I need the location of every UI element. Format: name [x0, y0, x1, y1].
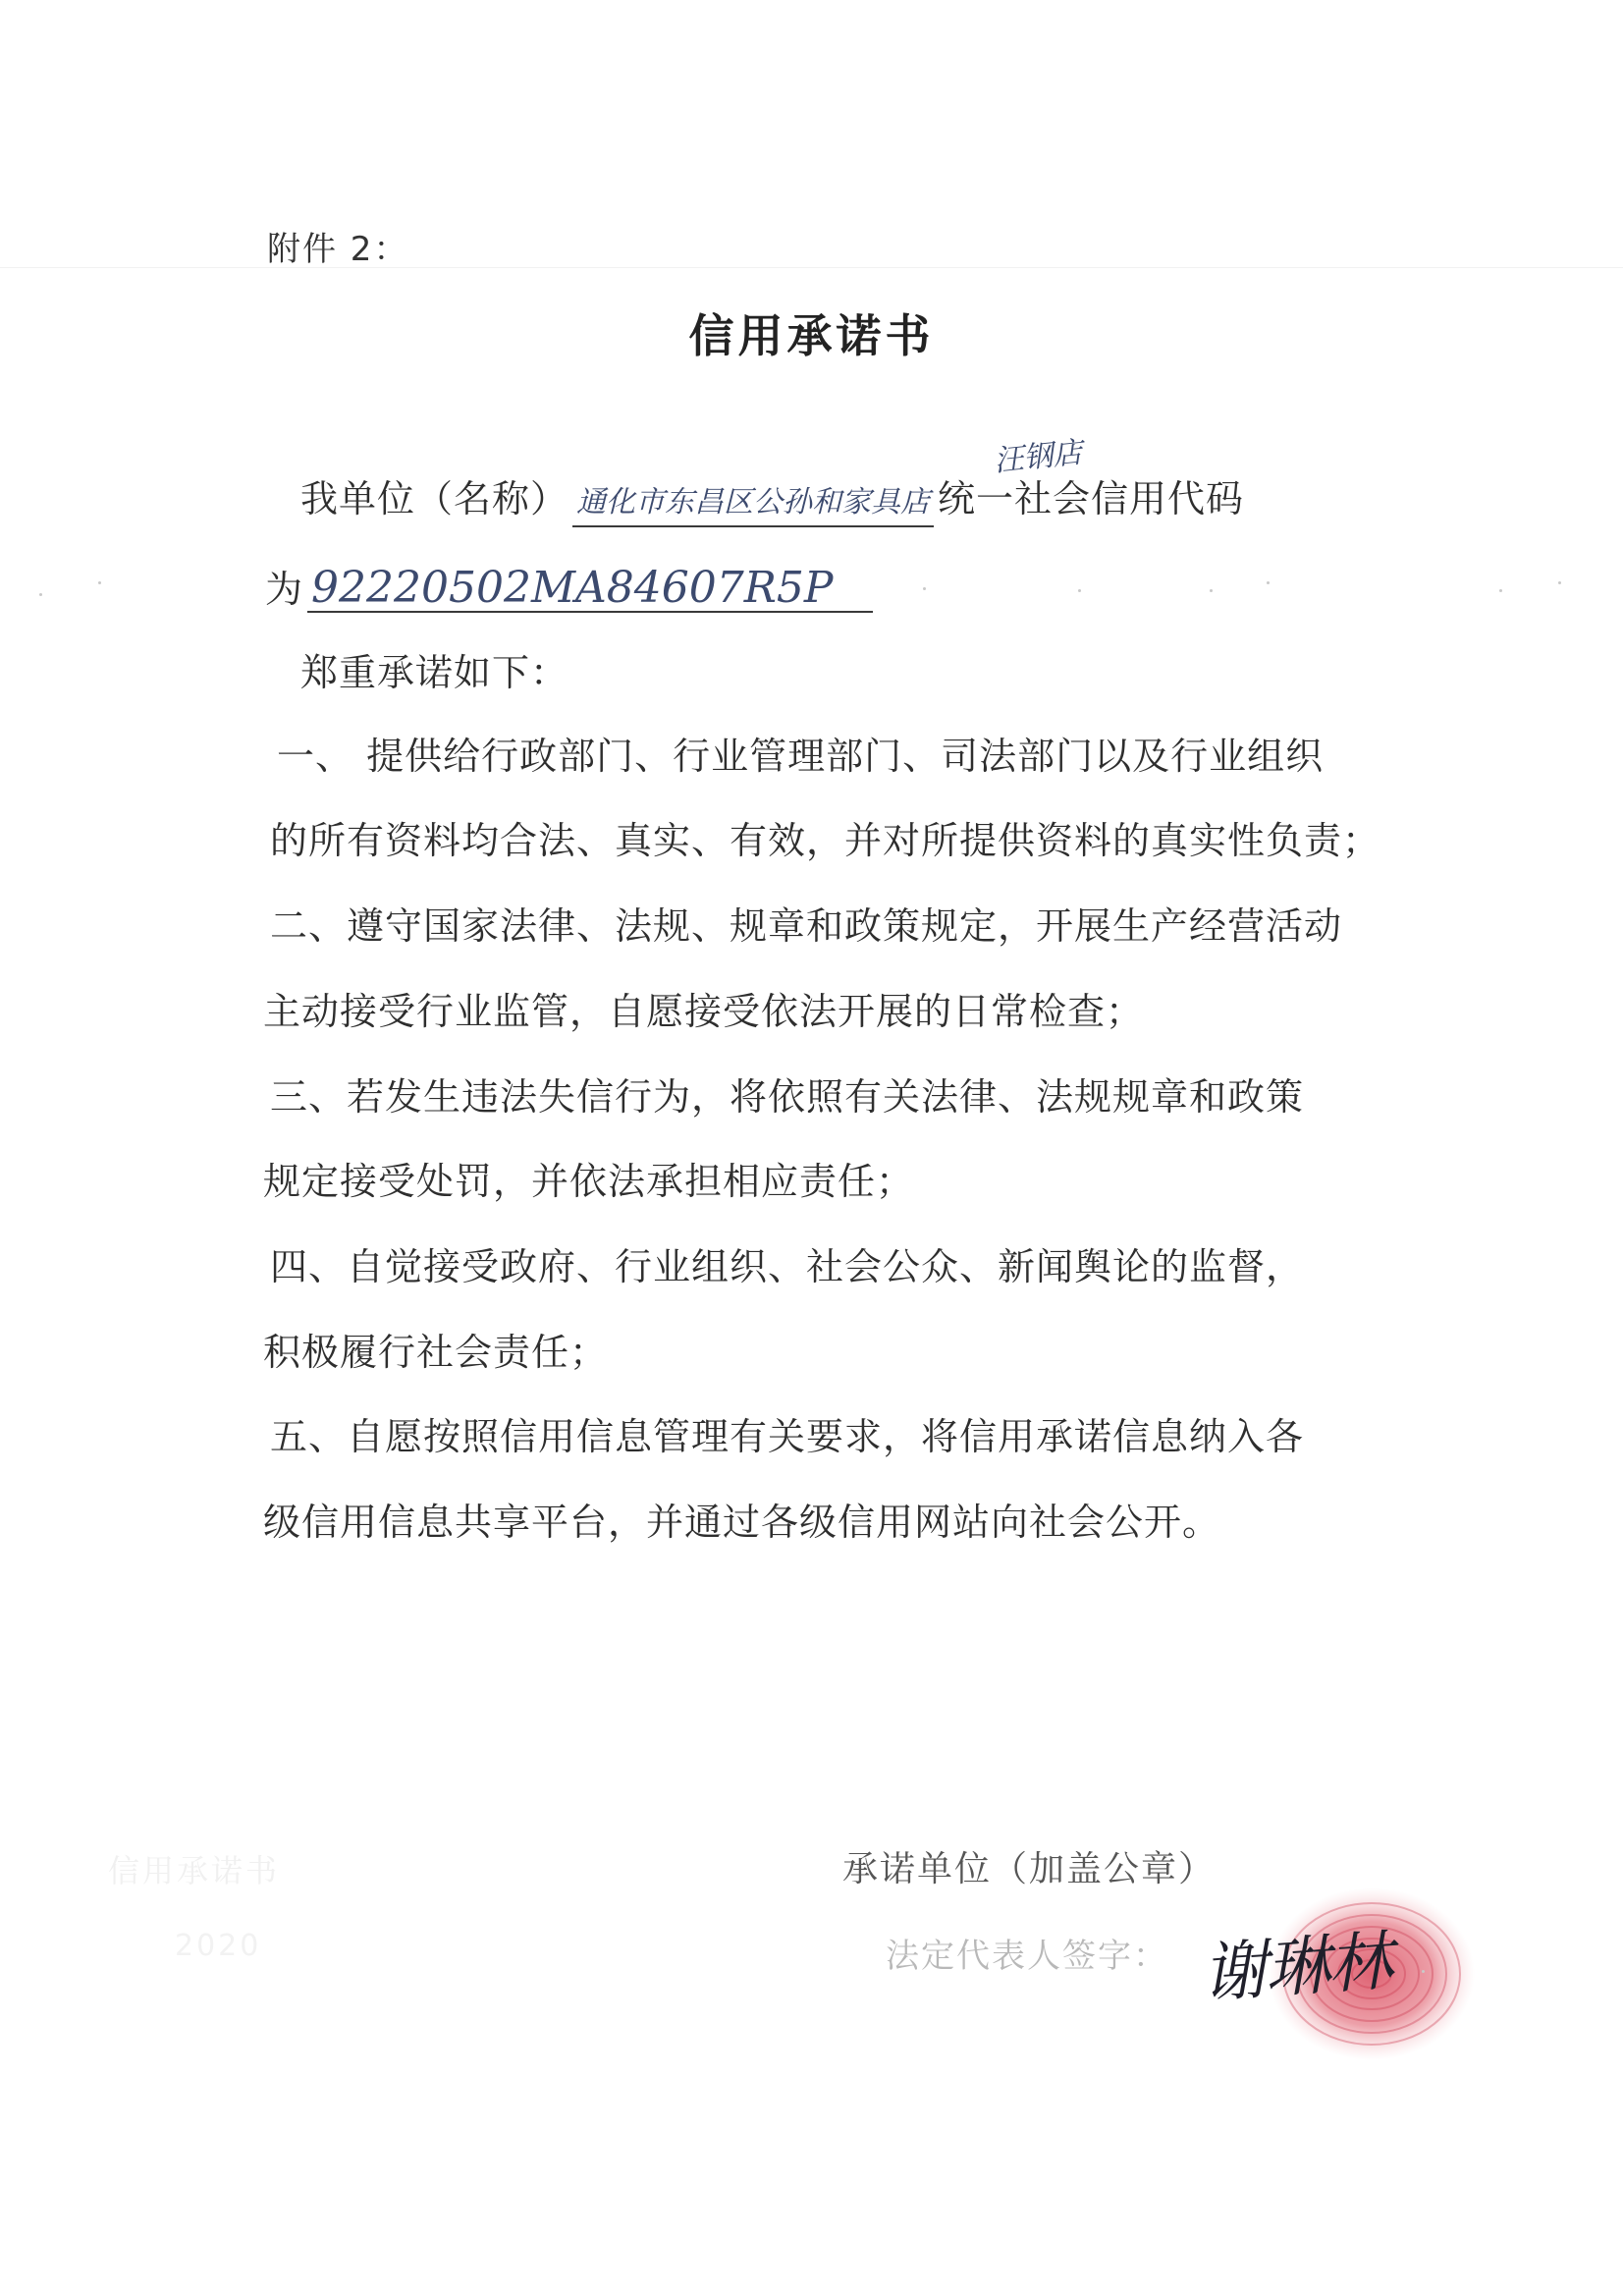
commitment-line-4: 主动接受行业监管，自愿接受依法开展的日常检查； [263, 990, 1145, 1033]
scan-artifact-line [0, 267, 1623, 268]
unit-name-handwritten: 通化市东昌区公孙和家具店 [572, 480, 934, 527]
speck [1558, 581, 1561, 584]
intro-prefix: 我单位（名称） [300, 477, 569, 520]
bleed-through-text-2: 2020 [175, 1929, 262, 1963]
speck [98, 581, 101, 584]
speck [39, 593, 42, 596]
code-prefix: 为 [265, 568, 304, 611]
commitment-line-5: 三、若发生违法失信行为，将依照有关法律、法规规章和政策 [270, 1075, 1305, 1119]
commitment-line-9: 五、自愿按照信用信息管理有关要求，将信用承诺信息纳入各 [270, 1415, 1305, 1458]
solemn-line: 郑重承诺如下： [300, 651, 569, 694]
unit-name-correction: 汪钢店 [992, 435, 1084, 479]
commitment-line-1: 一、 提供给行政部门、行业管理部门、司法部门以及行业组织 [277, 735, 1325, 778]
commitment-line-7: 四、自觉接受政府、行业组织、社会公众、新闻舆论的监督， [270, 1245, 1305, 1288]
commitment-line-6: 规定接受处罚，并依法承担相应责任； [263, 1160, 915, 1203]
commitment-line-8: 积极履行社会责任； [263, 1331, 609, 1374]
code-line [265, 563, 877, 613]
intro-suffix: 统一社会信用代码 [938, 477, 1245, 520]
speck [1499, 589, 1502, 592]
speck [1078, 589, 1081, 592]
commitment-line-2: 的所有资料均合法、真实、有效，并对所提供资料的真实性负责； [270, 819, 1381, 862]
intro-line [300, 476, 1244, 527]
bleed-through-text-1: 信用承诺书 [108, 1852, 281, 1889]
attachment-label: 附件 2： [267, 230, 409, 269]
commitment-line-3: 二、遵守国家法律、法规、规章和政策规定，开展生产经营活动 [270, 904, 1343, 948]
speck [923, 587, 926, 590]
legal-rep-label: 法定代表人签字： [886, 1937, 1168, 1976]
legal-rep-signature: 谢琳林 [1199, 1923, 1393, 2012]
seal-label: 承诺单位（加盖公章） [842, 1849, 1217, 1889]
speck [1210, 589, 1213, 592]
speck [1267, 581, 1270, 584]
credit-code-handwritten: 92220502MA84607R5P [307, 566, 872, 613]
commitment-line-10: 级信用信息共享平台，并通过各级信用网站向社会公开。 [263, 1501, 1221, 1544]
document-title: 信用承诺书 [688, 309, 935, 362]
speck [1422, 1970, 1425, 1973]
